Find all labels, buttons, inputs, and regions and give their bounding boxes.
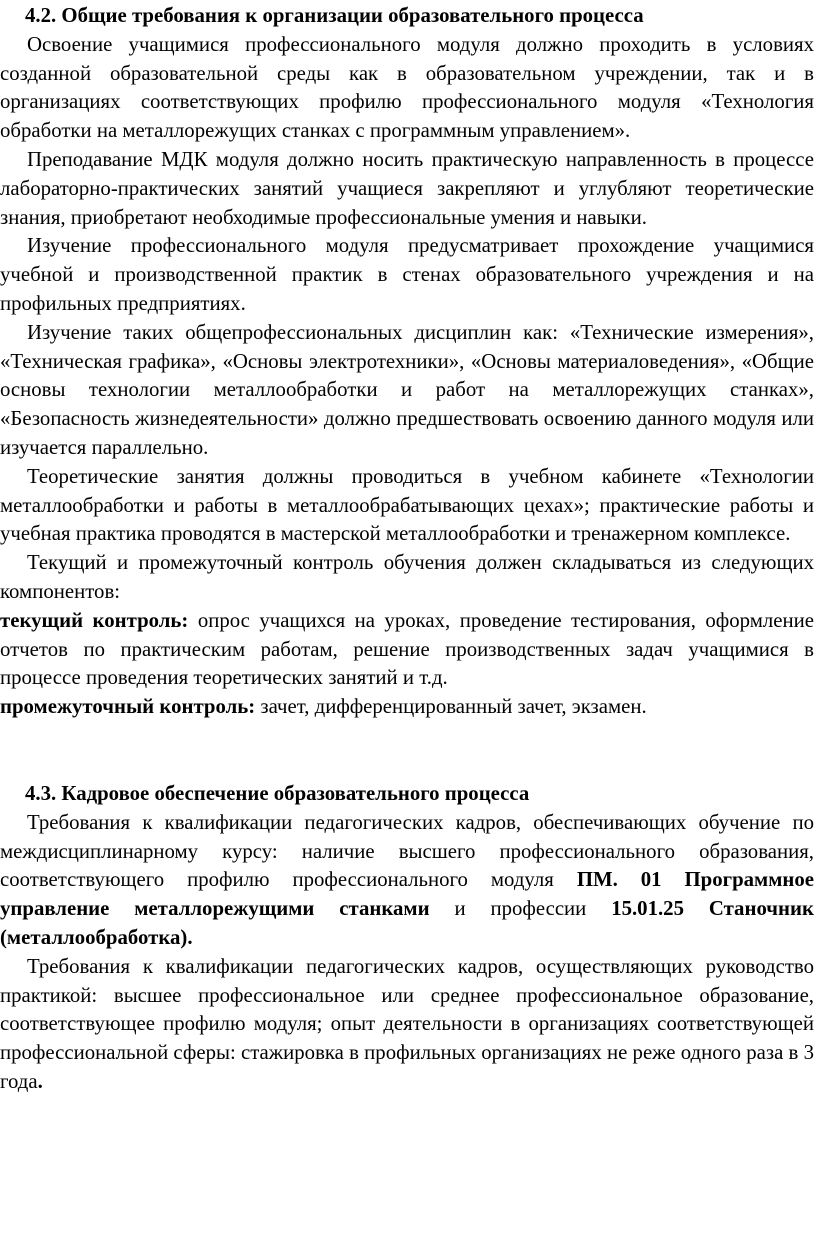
paragraph-control: Текущий и промежуточный контроль обучения должен складываться из следующих компонентов: (0, 551, 814, 603)
interim-control-label: промежуточный контроль: (0, 695, 256, 719)
paragraph-practice-supervisor-qualification (0, 953, 814, 1097)
paragraph-mastering-module: Освоение учащимися профессионального модуля должно проходить в условиях созданной образовательной среды как в образовательном учреждении, так и в организациях соответствующих профилю профессионального модуля «Технология обработки на металлорежущих станках с программным управлением». (0, 32, 814, 143)
profession-connector: и профессии (429, 897, 612, 921)
paragraph-theory-classes: Теоретические занятия должны проводиться в учебном кабинете «Технологии металлообработки и работы в металлообрабатывающих цехах»; практические работы и учебная практика проводятся в мастерской металлообработки и тренажерном комплексе. (0, 464, 814, 546)
final-period: . (37, 1069, 43, 1093)
current-control-text: опрос учащихся на уроках, проведение тестирования, оформление отчетов по практическим работам, решение производственных задач учащимися в процессе проведения теоретических занятий и т.д. (0, 608, 814, 690)
paragraph-current-control (0, 607, 814, 693)
teacher-qualification-text: Требования к квалификации педагогических кадров, обеспечивающих обучение по междисциплинарному курсу: наличие высшего профессионального образования, соответствующего профилю профессионального модуля (0, 810, 814, 892)
paragraph-teacher-qualification (0, 809, 814, 953)
paragraph-practice: Изучение профессионального модуля предусматривает прохождение учащимися учебной и производственной практик в стенах образовательного учреждения и на профильных предприятиях. (0, 234, 814, 315)
interim-control-text: зачет, дифференцированный зачет, экзамен. (255, 695, 647, 719)
paragraph-teaching-mdk: Преподавание МДК модуля должно носить практическую направленность в процессе лабораторно-практических занятий учащиеся закрепляют и углубляют теоретические знания, приобретают необходимые профессиональные умения и навыки. (0, 147, 814, 229)
current-control-label: текущий контроль: (0, 608, 189, 632)
module-name: ПМ. 01 Программное управление металлорежущими станками (0, 868, 814, 921)
practice-supervisor-text: Требования к квалификации педагогических кадров, осуществляющих руководство практикой: высшее профессиональное или среднее профессиональное образование, соответствующее профилю модуля; опыт деятельности в организациях соответствующей профессиональной сферы: стажировка в профильных организациях не реже одного раза в 3 года (0, 954, 814, 1093)
paragraph-disciplines: Изучение таких общепрофессиональных дисциплин как: «Технические измерения», «Техническая графика», «Основы электротехники», «Основы материаловедения», «Общие основы технологии металлообработки и работ на металлорежущих станках», «Безопасность жизнедеятельности» должно предшествовать освоению данного модуля или изучается параллельно. (0, 320, 814, 459)
section-heading-staffing: 4.3. Кадровое обеспечение образовательного процесса (25, 781, 530, 805)
section-heading-general-requirements: 4.2. Общие требования к организации образовательного процесса (25, 4, 644, 27)
section-staffing (0, 780, 814, 1097)
paragraph-interim-control (0, 693, 814, 722)
profession-name: 15.01.25 Станочник (металлообработка). (0, 897, 814, 949)
